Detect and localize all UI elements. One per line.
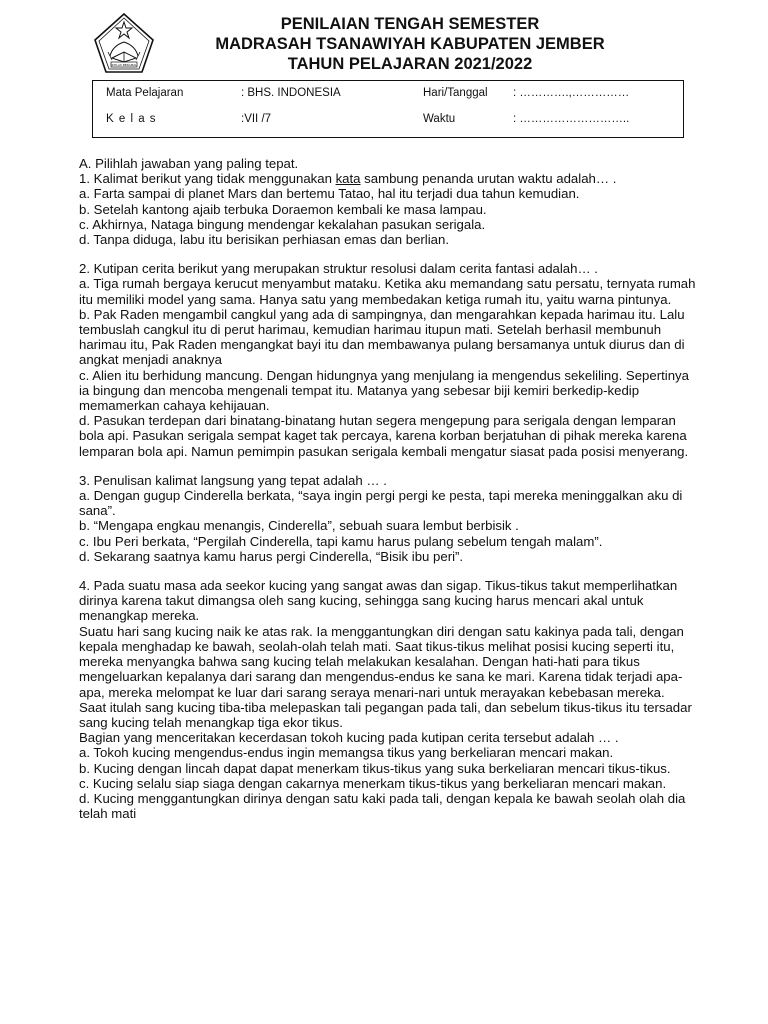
time-value: : ……………………….. (513, 113, 630, 125)
title-line-2: MADRASAH TSANAWIYAH KABUPATEN JEMBER (215, 35, 605, 53)
day-label: Hari/Tanggal (423, 87, 488, 99)
exam-info-box (92, 80, 684, 138)
question-4-stem: Bagian yang menceritakan kecerdasan tokoh kucing pada kutipan cerita tersebut adalah … . (79, 730, 619, 746)
instruction: A. Pilihlah jawaban yang paling tepat. (79, 156, 299, 171)
question-4-option-c: c. Kucing selalu siap siaga dengan cakarnya menerkam tikus-tikus yang berkeliaran mencari makan. (79, 775, 667, 791)
question-4-option-b: b. Kucing dengan lincah dapat dapat menerkam tikus-tikus yang suka berkeliaran mencari tikus-tikus. (79, 760, 671, 776)
class-label: K e l a s (106, 113, 157, 125)
question-1-option-c: c. Akhirnya, Nataga bingung mendengar kekalahan pasukan serigala. (79, 216, 486, 232)
exam-title (160, 14, 660, 74)
question-4-passage-3: Saat itulah sang kucing tiba-tiba melepaskan tali pegangan pada tali, dan sebelum tikus-tikus itu tersadar sang kucing telah menangkap tiga ekor tikus. (79, 699, 692, 730)
question-1-text-post: sambung penanda urutan waktu adalah… . (360, 171, 617, 187)
question-1-text-pre: 1. Kalimat berikut yang tidak menggunakan (79, 171, 336, 187)
title-line-1: PENILAIAN TENGAH SEMESTER (280, 15, 540, 33)
question-3-option-b: b. “Mengapa engkau menangis, Cinderella”, sebuah suara lembut berbisik . (79, 518, 519, 534)
logo-caption: IKHLAS BERAMAL (110, 63, 138, 67)
question-1-option-b: b. Setelah kantong ajaib terbuka Doraemon kembali ke masa lampau. (79, 201, 487, 217)
question-3-option-c: c. Ibu Peri berkata, “Pergilah Cinderella, tapi kamu harus pulang sebelum tengah malam”. (79, 533, 603, 549)
time-label: Waktu (423, 113, 456, 125)
subject-label: Mata Pelajaran (106, 87, 184, 99)
question-4-option-d: d. Kucing menggantungkan dirinya dengan satu kaki pada tali, dengan kepala ke bawah seolah olah dia telah mati (79, 790, 686, 822)
question-2-option-c: c. Alien itu berhidung mancung. Dengan hidungnya yang menjulang ia mengendus sekeliling. Sepertinya ia bingung dan mencoba mengenali tempat itu. Matanya yang sebesar biji kemiri berkedip-kedip memamerkan cahaya kehijauan. (79, 367, 689, 414)
question-4-passage-2: Suatu hari sang kucing naik ke atas rak. Ia menggantungkan diri dengan satu kakinya pada tali, dengan kepala menghadap ke bawah, seolah-olah telah mati. Saat tikus-tikus melihat posisi kucing seperti itu, mereka menyangka bahwa sang kucing telah melakukan kesalahan. Dengan hati-hati para tikus mengeluarkan kepalanya dari sarang dan mengendus-endus ke sana ke mari. Karena tidak terjadi apa-apa, mereka melompat ke luar dari sarang seraya menari-nari untuk merayakan kebebasan mereka. (79, 623, 684, 700)
question-3-option-d: d. Sekarang saatnya kamu harus pergi Cinderella, “Bisik ibu peri”. (79, 548, 464, 564)
question-2-option-d: d. Pasukan terdepan dari binatang-binatang hutan segera mengepung para serigala dengan lemparan bola api. Pasukan serigala sempat kaget tak percaya, karena korban berjatuhan di pihak mereka karena lemparan bola api. Namun pemimpin pasukan serigala kembali mengatur siasat pada posisi menyerang. (79, 413, 689, 459)
subject-value: : BHS. INDONESIA (241, 87, 341, 99)
class-value: :VII /7 (241, 113, 272, 125)
question-2-option-a: a. Tiga rumah bergaya kerucut menyambut mataku. Ketika aku memandang satu persatu, ternyata rumah itu memiliki model yang sama. Hanya satu yang membedakan ketiga rumah itu, yaitu warna pintunya. (79, 276, 696, 307)
school-logo-icon (92, 12, 156, 76)
exam-content (79, 156, 699, 821)
question-3-stem: 3. Penulisan kalimat langsung yang tepat adalah … . (79, 472, 387, 488)
question-1-underlined-word: kata (335, 171, 361, 187)
question-4-option-a: a. Tokoh kucing mengendus-endus ingin memangsa tikus yang berkeliaran mencari makan. (79, 745, 614, 761)
question-1-option-d: d. Tanpa diduga, labu itu berisikan perhiasan emas dan berlian. (79, 232, 449, 248)
title-line-3: TAHUN PELAJARAN 2021/2022 (287, 55, 533, 73)
question-1-stem (79, 171, 699, 186)
question-2-stem: 2. Kutipan cerita berikut yang merupakan struktur resolusi dalam cerita fantasi adalah… . (79, 261, 598, 277)
question-3-option-a: a. Dengan gugup Cinderella berkata, “saya ingin pergi pergi ke pesta, tapi mereka meninggalkan aku di sana”. (79, 488, 683, 519)
question-2-option-b: b. Pak Raden mengambil cangkul yang ada di sampingnya, dan mengarahkan kepada harimau itu. Lalu tembuslah cangkul itu di perut harimau, kemudian harimau itupun mati. Setelah berhasil membunuh harimau itu, Pak Raden mengangkat bayi itu dan membawanya pulang bersamanya untuk diurus dan di angkat menjadi anaknya (79, 306, 685, 368)
day-value: : ………….,…………… (513, 87, 630, 99)
question-1-option-a: a. Farta sampai di planet Mars dan bertemu Tatao, hal itu terjadi dua tahun kemudian. (79, 186, 580, 202)
question-4-passage-1: 4. Pada suatu masa ada seekor kucing yang sangat awas dan sigap. Tikus-tikus takut memperlihatkan dirinya karena takut dimangsa oleh sang kucing, sehingga sang kucing harus mencari akal untuk menangkap mereka. (79, 578, 678, 624)
